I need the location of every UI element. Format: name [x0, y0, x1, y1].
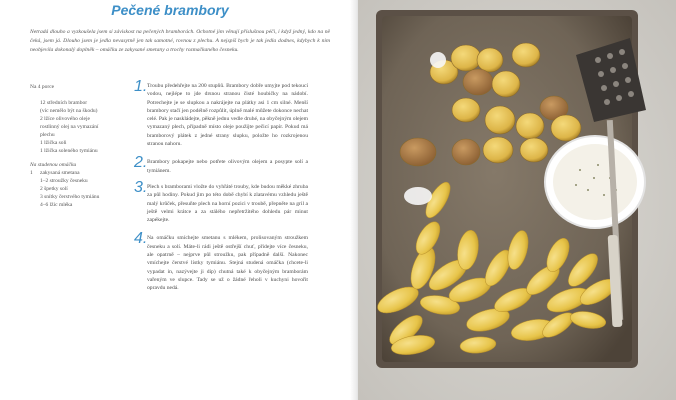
ingredient-quantity	[30, 123, 40, 131]
ingredient-quantity	[30, 99, 40, 107]
ingredient-item	[30, 177, 122, 185]
sauce-ingredients	[30, 169, 122, 209]
ingredient-item	[30, 139, 122, 147]
ingredients-list	[30, 83, 122, 209]
ingredient-quantity: 1	[30, 170, 33, 176]
recipe-step	[134, 154, 308, 175]
potato-half	[512, 43, 540, 67]
portion-size: Na 4 porce	[30, 84, 55, 90]
ingredient-text: 1 lžička soli	[40, 140, 67, 146]
ingredient-item	[30, 131, 122, 139]
ingredient-text: 3 snítky čerstvého tymiánu	[40, 194, 100, 200]
potato-skin-side	[400, 138, 436, 166]
potato-half	[551, 115, 581, 141]
book-gutter	[350, 0, 358, 400]
step-text: Troubu předehřejte na 200 stupňů. Brambory dobře umyjte pod tekoucí vodou, nejlépe to jde drsnou stranou čisté houbičky na nádobí. Potrechejte je se slupkou a nakrájejte na plátky asi 1 cm silné. Menší brambory stačí jen podélně rozpůlit, úplně malé můžete dokonce nechat celé. Pak je naskládejte, pěkně jednu vedle druhé, na obyčejným olejem vymazaný plech, případně místo oleje použijte pečicí papír. Pokud má bramborový plátek z jedné strany slupku, položte ho rozkrojenou stranou nahoru.	[147, 83, 308, 148]
recipe-intro: Netradá dlouho a vyzkoušela jsem si záviskost na pečených bramborách. Ochotné jim věnují příslušnou péči, i když jedný, kdo na ně čeká, jsem já. Dlouho jsem je jedla nevasytně jen tak samotné, rovnou z plechu. A nejspíš bych je tak jedla dodnes, kdybych k nim neobjevila dokonalý doplněk – omáčku ze zakysané smetany a trochy rozmačkaného česneku.	[30, 29, 330, 53]
ingredient-text: 1 lžička soleného tymiánu	[40, 148, 98, 154]
ingredient-text: (víc nemělo být na škodu)	[40, 108, 98, 114]
recipe-steps	[134, 78, 308, 293]
ingredient-quantity	[30, 147, 40, 155]
step-text: Na omáčku smíchejte smetanu s mlékem, prolisovaným stroužkem česneku a solí. Máte-li rádi ještě ostřejší chuť, přidejte více česneku, ale opatrně – nejprve půl stroužku, pak případně další. Nakonec vmíchejte čerstvé lístky tymiánu. Stejná studená omáčka (chcete-li vypadat in, nazývejte ji dip) chutná také k obyčejným bramborám vařeným ve slupce. Tady se už o žádné řeholi v kuchyni hovořit opravdu nedá.	[147, 235, 308, 292]
sauce-heading: Na studenou omáčku	[30, 162, 77, 168]
potato-half	[516, 113, 544, 139]
step-number: 4.	[134, 230, 148, 248]
ingredient-item	[30, 201, 122, 209]
potato-half	[477, 48, 503, 72]
ingredient-item	[30, 185, 122, 193]
recipe-step	[134, 178, 308, 224]
ingredient-quantity	[30, 185, 40, 193]
recipe-photo	[358, 0, 676, 400]
recipe-title: Pečené brambory	[111, 2, 229, 18]
ingredient-text: 12 středních brambor	[40, 100, 88, 106]
ingredient-item	[30, 147, 122, 155]
ingredient-text: 1–2 stroužky česneku	[40, 178, 88, 184]
ingredient-text: zakysaná smetana	[40, 170, 80, 176]
ingredient-text: 4–6 lžic mléka	[40, 202, 73, 208]
potato-half	[492, 71, 520, 97]
ingredient-item	[30, 99, 122, 107]
ingredient-quantity	[30, 131, 40, 139]
ingredient-quantity	[30, 201, 40, 209]
ingredient-item	[30, 123, 122, 131]
potato-skin-side	[463, 69, 493, 95]
sauce-bowl	[545, 136, 645, 228]
step-number: 3.	[134, 178, 148, 196]
ingredient-quantity	[30, 107, 40, 115]
ingredient-text: rostlinný olej na vymazání	[40, 124, 99, 130]
potato-half	[483, 137, 513, 163]
potato-skin-side	[452, 139, 480, 165]
ingredient-quantity	[30, 139, 40, 147]
step-text: Brambory pokapejte nebo potřete olivovým olejem a posypte solí a tymiánem.	[147, 159, 308, 174]
recipe-step	[134, 78, 308, 148]
ingredient-quantity	[30, 177, 40, 185]
potato-half	[520, 138, 548, 162]
step-number: 1.	[134, 78, 148, 95]
potato-half	[451, 45, 481, 71]
potato-half	[452, 98, 480, 122]
step-number: 2.	[134, 154, 148, 172]
ingredient-item	[30, 115, 122, 123]
ingredient-item	[30, 107, 122, 115]
potato-half	[485, 106, 515, 134]
ingredient-text: 2 lžíce olivového oleje	[40, 116, 90, 122]
recipe-step	[134, 230, 308, 292]
ingredient-quantity	[30, 115, 40, 123]
ingredient-text: 2 špetky solí	[40, 186, 68, 192]
step-text: Plech s bramborami vložte do vyhřáté trouby, kde budou měkké zhruba za půl hodiny. Pokud jim po této době chybí k zlatavému vzhledu ještě malý krůček, přesuňte plech na horní pozici v troubě, přepněte na gril a ještě velmi krátce a za stálého nepřetržitého dohledu pár minut zapékejte.	[147, 183, 308, 224]
main-ingredients	[30, 99, 122, 155]
ingredient-text: plechu	[40, 132, 55, 138]
ingredient-item	[30, 169, 122, 177]
ingredient-quantity	[30, 193, 40, 201]
ingredient-item	[30, 193, 122, 201]
